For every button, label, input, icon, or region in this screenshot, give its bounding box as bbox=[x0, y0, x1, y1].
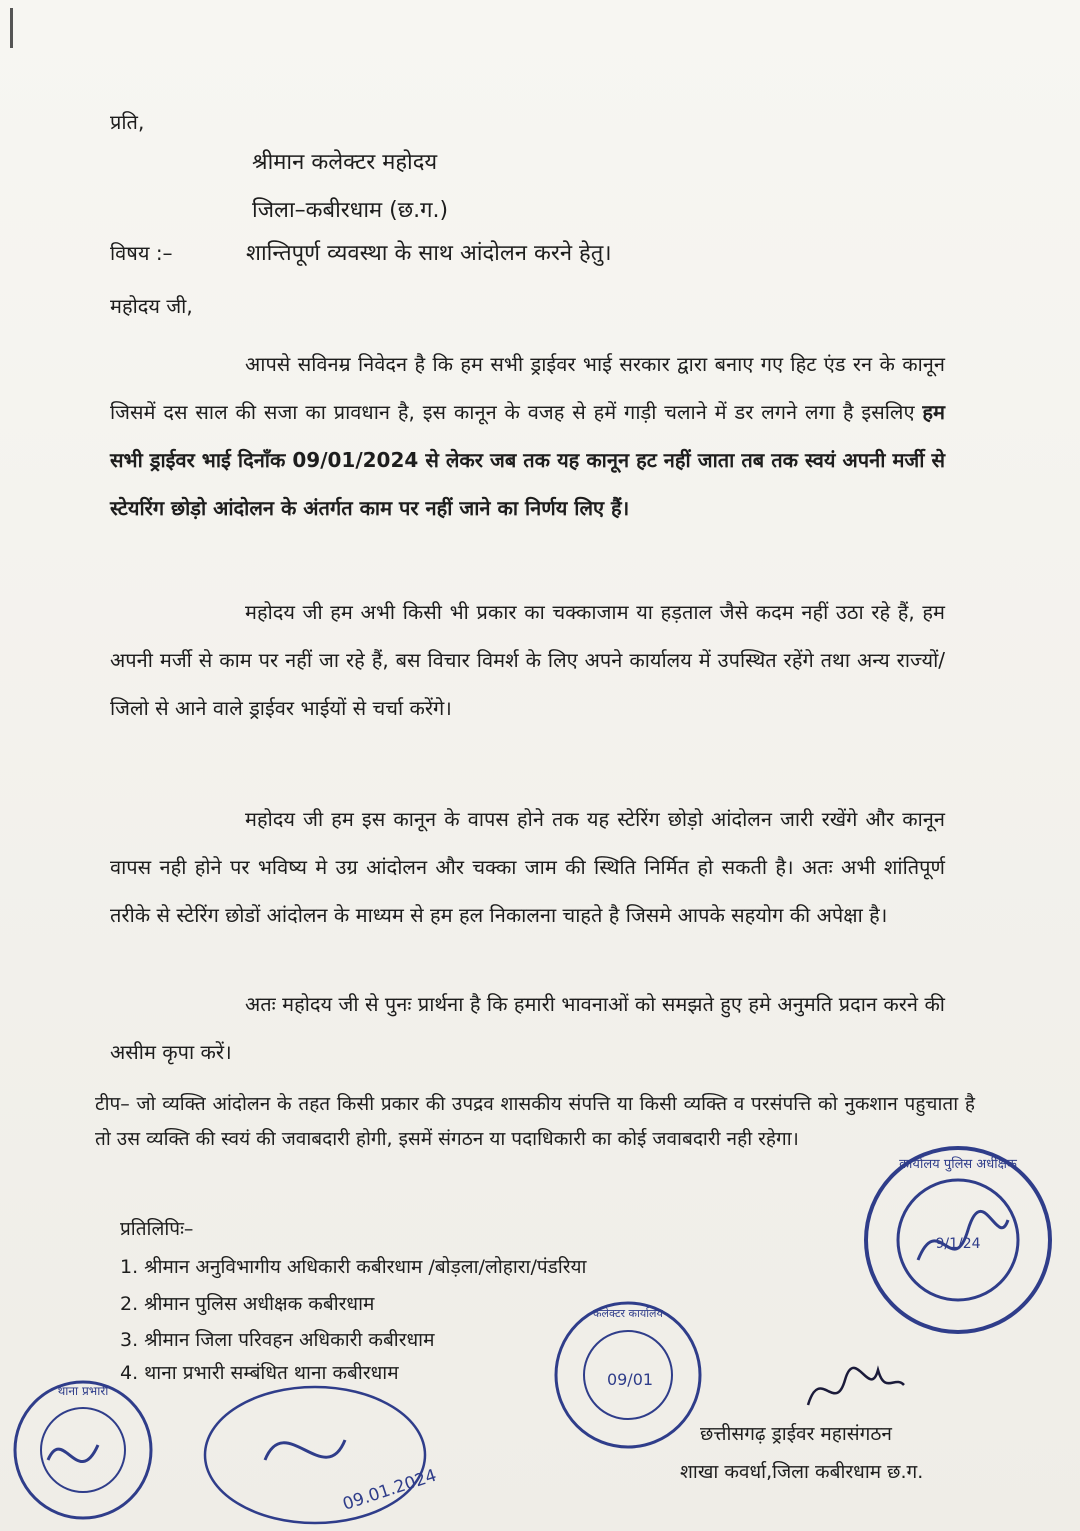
note-paragraph: टीप– जो व्यक्ति आंदोलन के तहत किसी प्रकार की उपद्रव शासकीय संपत्ति या किसी व्यक्ति व परसंपत्ति को नुकशान पहुचाता है तो उस व्यक्ति की स्वयं की जवाबदारी होगी, इसमें संगठन या पदाधिकारी का कोई जवाबदारी नही रहेगा। bbox=[95, 1093, 975, 1150]
paragraph-1-plain: आपसे सविनम्र निवेदन है कि हम सभी ड्राईवर भाई सरकार द्वारा बनाए गए हिट एंड रन के कानून जिसमें दस साल की सजा का प्रावधान है, इस कानून के वजह से हमें गाड़ी चलाने में डर लगने लगा है इसलिए bbox=[110, 352, 945, 424]
office-stamp-text: कलेक्टर कार्यालय bbox=[593, 1307, 663, 1320]
recipient-line-2: जिला–कबीरधाम (छ.ग.) bbox=[252, 198, 449, 223]
address-prefix: प्रति, bbox=[110, 110, 145, 134]
police-station-stamp-text: थाना प्रभारी bbox=[57, 1384, 109, 1398]
police-seal-text: कार्यालय पुलिस अधीक्षक bbox=[899, 1157, 1017, 1172]
sender-line-1: छत्तीसगढ़ ड्राईवर महासंगठन bbox=[700, 1423, 892, 1445]
copy-item-1: 1. श्रीमान अनुविभागीय अधिकारी कबीरधाम /बोड़ला/लोहारा/पंडरिया bbox=[120, 1256, 587, 1278]
copy-item-3: 3. श्रीमान जिला परिवहन अधिकारी कबीरधाम bbox=[120, 1329, 435, 1351]
paragraph-1-bold: हम सभी ड्राईवर भाई दिनाँक 09/01/2024 से लेकर जब तक यह कानून हट नहीं जाता तब तक स्वयं अपनी मर्जी से स्टेयरिंग छोड़ो आंदोलन के अंतर्गत काम पर नहीं जाने का निर्णय लिए हैं। bbox=[110, 400, 945, 520]
scan-edge-mark bbox=[10, 8, 13, 48]
copy-item-4: 4. थाना प्रभारी सम्बंधित थाना कबीरधाम bbox=[120, 1362, 399, 1384]
paragraph-4: अतः महोदय जी से पुनः प्रार्थना है कि हमारी भावनाओं को समझते हुए हमे अनुमति प्रदान करने की असीम कृपा करें। bbox=[110, 992, 945, 1064]
signature bbox=[800, 1355, 910, 1425]
paragraph-1 bbox=[110, 340, 945, 585]
police-seal-stamp bbox=[858, 1140, 1058, 1340]
office-round-stamp bbox=[548, 1295, 708, 1455]
subject-text: शान्तिपूर्ण व्यवस्था के साथ आंदोलन करने हेतु। bbox=[246, 241, 612, 266]
office-stamp-date: 09/01 bbox=[606, 1370, 654, 1389]
thana-date-stamp bbox=[195, 1370, 475, 1530]
police-seal-date: 9/1/24 bbox=[935, 1236, 981, 1252]
copy-to-label: प्रतिलिपिः– bbox=[120, 1218, 194, 1240]
sender-line-2: शाखा कवर्धा,जिला कबीरधाम छ.ग. bbox=[680, 1461, 924, 1483]
paragraph-3: महोदय जी हम इस कानून के वापस होने तक यह स्टेरिंग छोड़ो आंदोलन जारी रखेंगे और कानून वापस नही होने पर भविष्य मे उग्र आंदोलन और चक्का जाम की स्थिति निर्मित हो सकती है। अतः अभी शांतिपूर्ण तरीके से स्टेरिंग छोडों आंदोलन के माध्यम से हम हल निकालना चाहते है जिसमे आपके सहयोग की अपेक्षा है। bbox=[110, 807, 945, 927]
police-station-stamp bbox=[8, 1365, 158, 1525]
subject-label: विषय :– bbox=[110, 241, 173, 265]
salutation: महोदय जी, bbox=[110, 294, 193, 318]
copy-item-2: 2. श्रीमान पुलिस अधीक्षक कबीरधाम bbox=[120, 1293, 375, 1315]
thana-stamp-date: 09.01.2024 bbox=[340, 1465, 440, 1515]
recipient-line-1: श्रीमान कलेक्टर महोदय bbox=[252, 150, 438, 175]
paragraph-2: महोदय जी हम अभी किसी भी प्रकार का चक्काजाम या हड़ताल जैसे कदम नहीं उठा रहे हैं, हम अपनी मर्जी से काम पर नहीं जा रहे हैं, बस विचार विमर्श के लिए अपने कार्यालय में उपस्थित रहेंगे तथा अन्य राज्यों/जिलो से आने वाले ड्राईवर भाईयों से चर्चा करेंगे। bbox=[110, 600, 945, 720]
